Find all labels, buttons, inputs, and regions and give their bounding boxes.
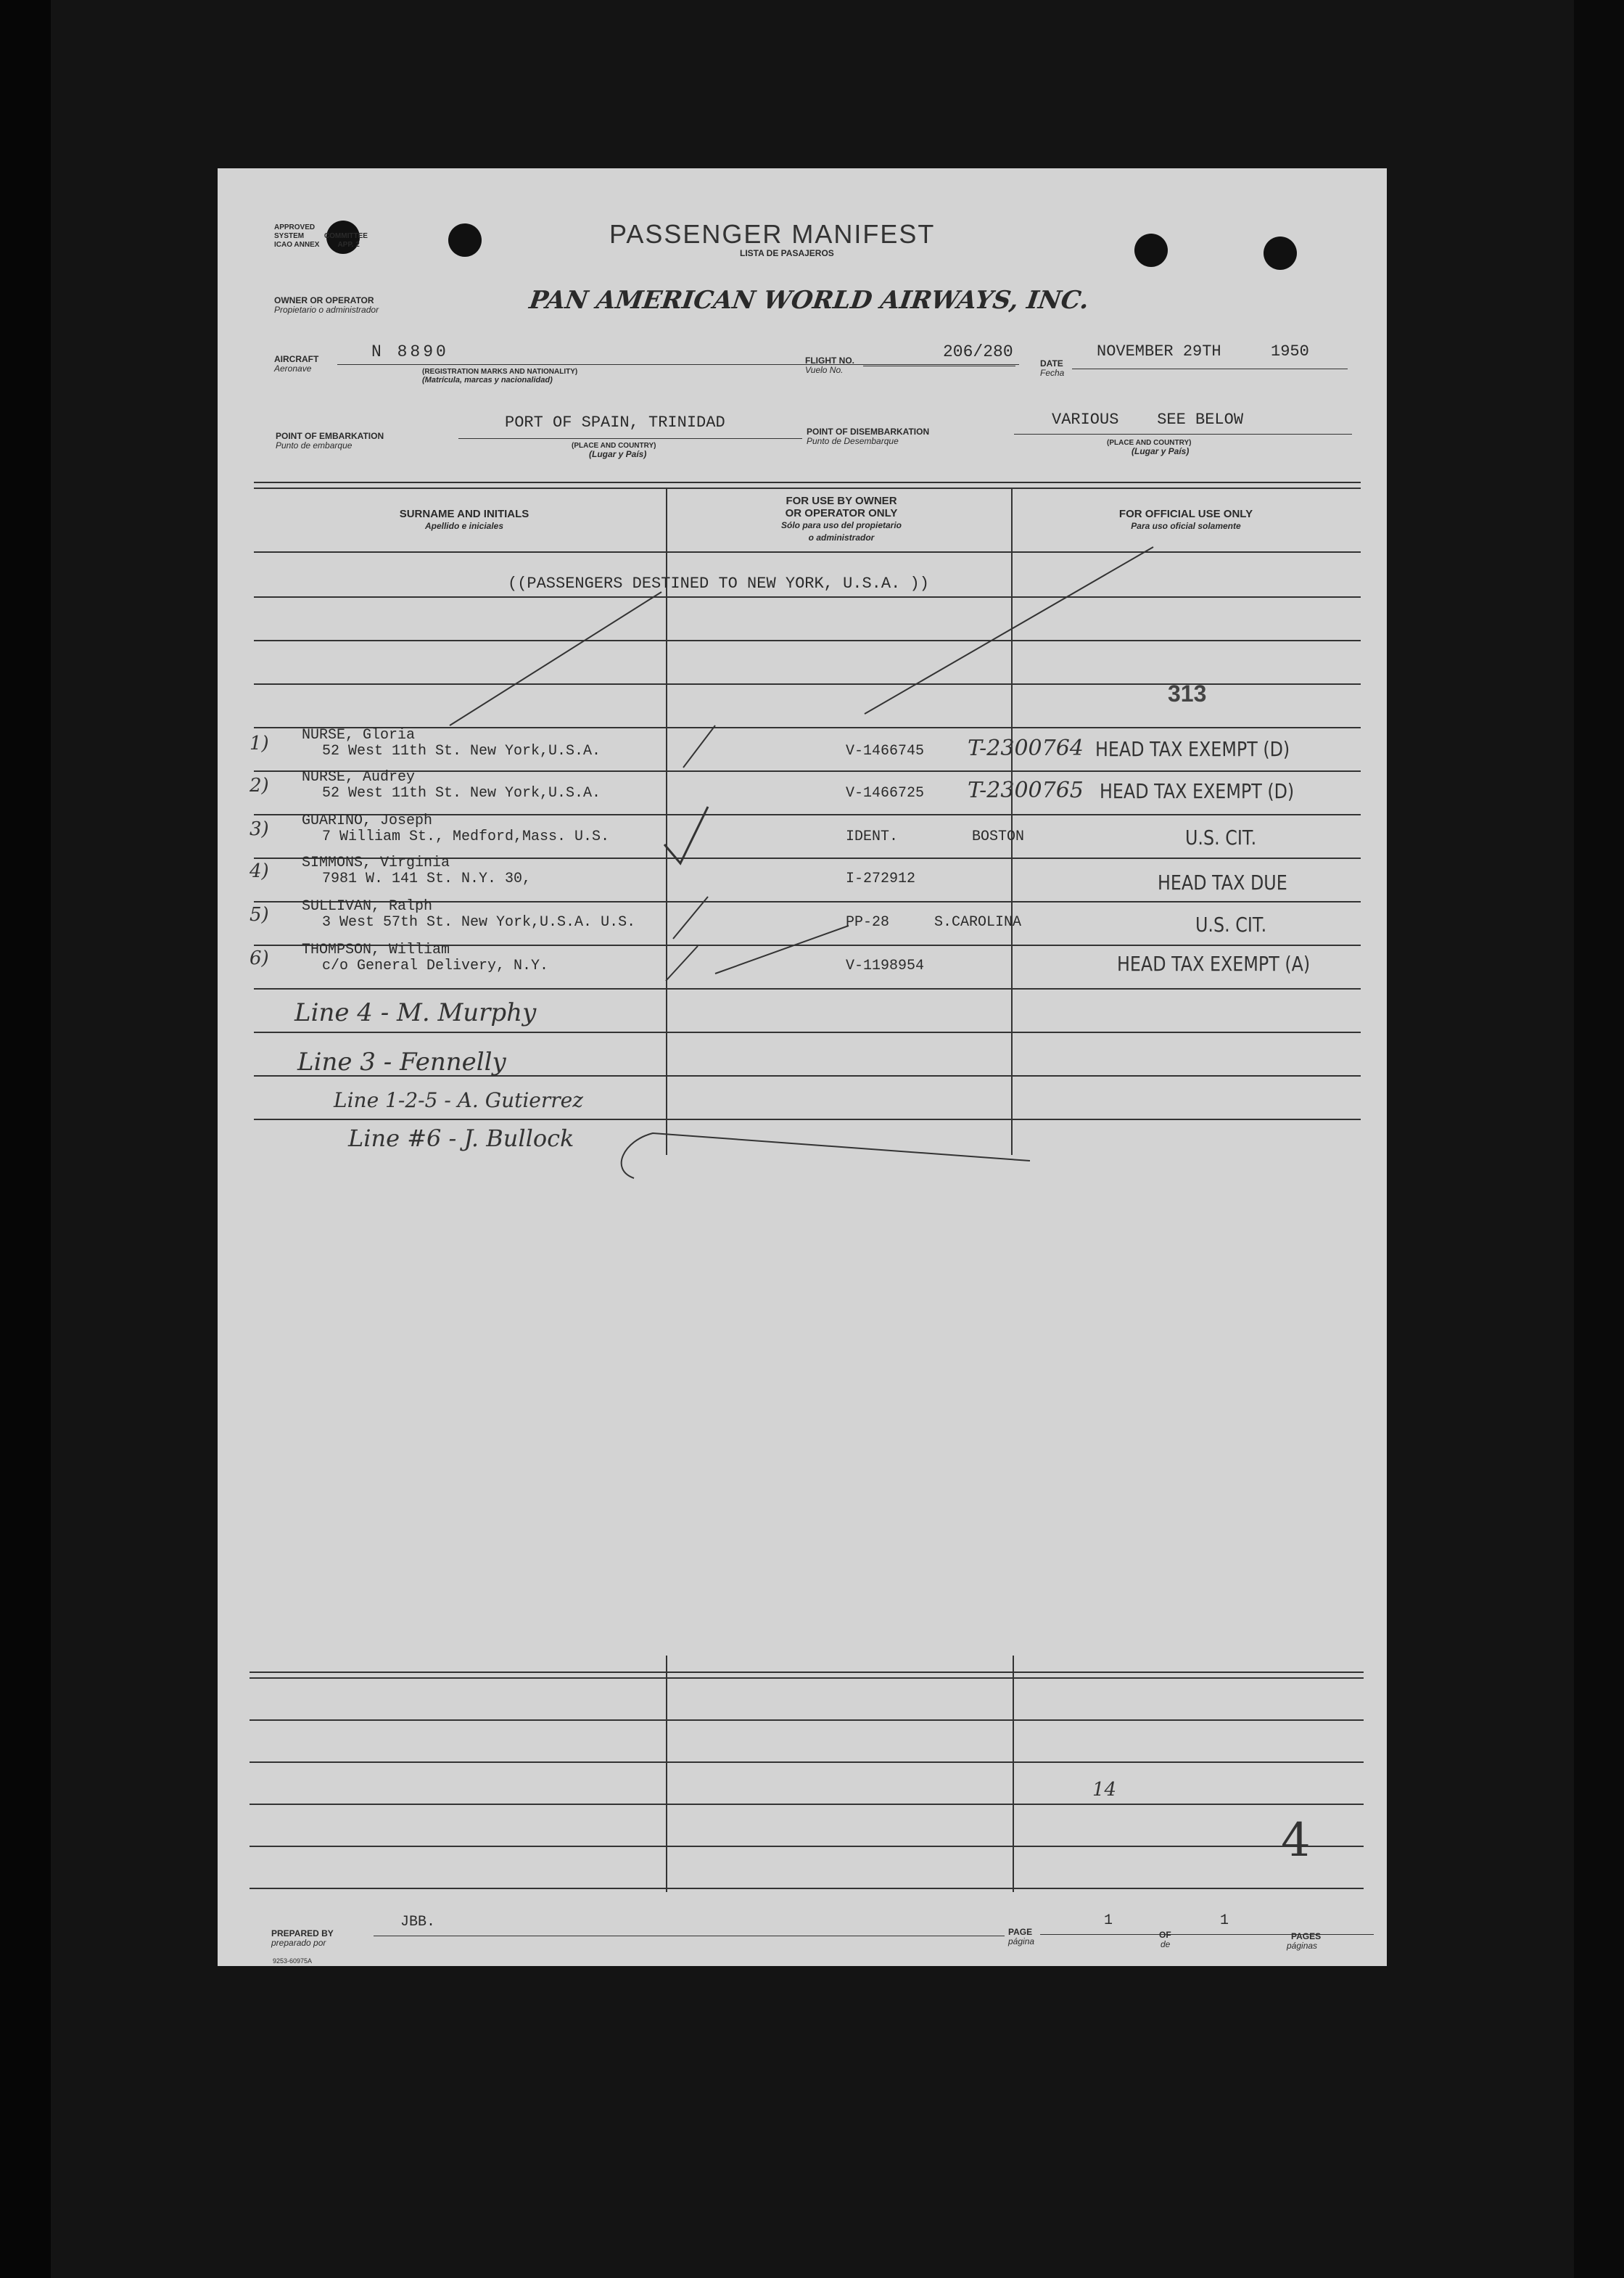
page-value: 1: [1104, 1912, 1113, 1929]
page-underline: [1040, 1934, 1374, 1935]
passenger-address: 52 West 11th St. New York,U.S.A.: [322, 785, 601, 802]
passenger-document: V-1466725: [846, 785, 925, 802]
passenger-name: THOMPSON, William: [302, 942, 450, 958]
flight-value: 206/280: [943, 342, 1013, 361]
aircraft-label-es: Aeronave: [274, 363, 312, 374]
row-number: 4): [250, 860, 269, 882]
column-header-label-es: Apellido e iniciales: [424, 521, 504, 531]
handwritten-number: T-2300764: [968, 736, 1084, 761]
passenger-name: NURSE, Gloria: [302, 727, 416, 744]
date-value: NOVEMBER 29TH: [1097, 342, 1221, 361]
column-divider: [666, 1656, 667, 1892]
disembark-value: VARIOUS SEE BELOW: [1052, 411, 1244, 429]
official-stamp: HEAD TAX DUE: [1158, 871, 1287, 895]
check-mark-icon: [683, 725, 715, 768]
column-header-label: OR OPERATOR ONLY: [785, 507, 898, 519]
official-stamp: U.S. CIT.: [1195, 913, 1267, 937]
official-stamp: HEAD TAX EXEMPT (D): [1095, 737, 1290, 761]
passenger-document-secondary: S.CAROLINA: [934, 914, 1022, 931]
embark-value: PORT OF SPAIN, TRINIDAD: [505, 414, 725, 432]
page-subtitle: LISTA DE PASAJEROS: [740, 248, 834, 258]
column-divider: [1013, 1656, 1014, 1892]
embark-place-note: (PLACE AND COUNTRY): [572, 442, 656, 450]
official-stamp: U.S. CIT.: [1185, 826, 1257, 850]
approval-line: ICAO ANNEX APP. 2: [274, 241, 360, 249]
embark-label-es: Punto de embarque: [276, 440, 353, 451]
flight-label-es: Vuelo No.: [805, 365, 844, 375]
bottom-row-line: [250, 1846, 1364, 1847]
passenger-name: SULLIVAN, Ralph: [302, 898, 433, 915]
bottom-row-line: [250, 1719, 1364, 1721]
passenger-document: I-272912: [846, 871, 916, 887]
handwritten-page-number: 4: [1281, 1814, 1311, 1867]
pages-label-es: páginas: [1287, 1941, 1318, 1951]
check-mark-icon: [673, 897, 708, 939]
embark-label: POINT OF EMBARKATION: [276, 431, 384, 441]
pages-label: PAGES: [1291, 1931, 1322, 1941]
handwritten-strokes: [218, 168, 1387, 1184]
stamp-number: 313: [1168, 680, 1207, 707]
passenger-name: NURSE, Audrey: [302, 769, 416, 786]
handwritten-number: T-2300765: [968, 778, 1084, 803]
disembark-label-es: Punto de Desembarque: [807, 436, 899, 446]
prepared-value: JBB.: [400, 1914, 436, 1930]
check-mark-icon: [666, 946, 698, 981]
bottom-row-line: [250, 1804, 1364, 1805]
disembark-label: POINT OF DISEMBARKATION: [807, 427, 930, 437]
column-header-label: SURNAME AND INITIALS: [399, 508, 529, 520]
year-value: 1950: [1271, 342, 1309, 361]
passenger-address: 52 West 11th St. New York,U.S.A.: [322, 743, 601, 760]
passenger-address: 7981 W. 141 St. N.Y. 30,: [322, 871, 532, 887]
disembark-place-note: (PLACE AND COUNTRY): [1107, 439, 1192, 447]
bottom-row-line: [250, 1888, 1364, 1889]
operator-name: PAN AMERICAN WORLD AIRWAYS, INC.: [527, 286, 1091, 315]
column-header-label: FOR USE BY OWNER: [786, 495, 897, 507]
check-mark-icon: [664, 807, 708, 863]
official-stamp: HEAD TAX EXEMPT (D): [1100, 779, 1295, 803]
form-number: 9253-60975A: [273, 1957, 313, 1965]
disembark-place-note-es: (Lugar y País): [1132, 446, 1190, 456]
flight-label: FLIGHT NO.: [805, 355, 854, 366]
date-label-es: Fecha: [1040, 368, 1065, 378]
page-title: PASSENGER MANIFEST: [609, 219, 936, 249]
registration-note-es: (Matrícula, marcas y nacionalidad): [422, 376, 553, 385]
owner-label: OWNER OR OPERATOR: [274, 295, 374, 305]
scan-border-right: [1574, 0, 1624, 2278]
column-header-label-es: Para uso oficial solamente: [1131, 521, 1241, 531]
prepared-label-es: preparado por: [271, 1938, 326, 1948]
passenger-address: c/o General Delivery, N.Y.: [322, 958, 549, 974]
bottom-row-line: [250, 1761, 1364, 1763]
inspector-annotation: Line 1-2-5 - A. Gutierrez: [334, 1088, 583, 1112]
bottom-row-line: [250, 1672, 1364, 1673]
approval-line: APPROVED: [274, 223, 316, 231]
owner-label-es: Propietario o administrador: [274, 305, 379, 315]
of-label-es: de: [1161, 1939, 1171, 1949]
passenger-document: V-1198954: [846, 958, 925, 974]
cancel-stroke: [450, 592, 661, 725]
registration-note: (REGISTRATION MARKS AND NATIONALITY): [422, 368, 578, 376]
page-label-es: página: [1008, 1936, 1035, 1946]
bottom-row-line: [250, 1677, 1364, 1679]
passenger-document: V-1466745: [846, 743, 925, 760]
cancel-stroke: [865, 547, 1153, 714]
row-number: 2): [250, 775, 269, 797]
manifest-sheet: [218, 168, 1387, 1966]
passenger-address: 7 William St., Medford,Mass. U.S.: [322, 828, 610, 845]
inspector-annotation: Line 4 - M. Murphy: [294, 998, 537, 1027]
cancel-stroke: [715, 926, 849, 974]
destination-note: ((PASSENGERS DESTINED TO NEW YORK, U.S.A. )): [508, 575, 929, 593]
inspector-annotation: Line 3 - Fennelly: [297, 1048, 506, 1077]
prepared-label: PREPARED BY: [271, 1928, 334, 1938]
inspector-annotation: Line #6 - J. Bullock: [348, 1124, 574, 1152]
passenger-name: GUARINO, Joseph: [302, 813, 433, 829]
column-header-label-es: Sólo para uso del propietario: [780, 520, 902, 530]
of-value: 1: [1220, 1912, 1229, 1929]
column-header-label-es: o administrador: [808, 533, 875, 543]
official-stamp: HEAD TAX EXEMPT (A): [1117, 952, 1311, 976]
row-number: 1): [250, 733, 269, 754]
handwritten-mark: 14: [1092, 1779, 1117, 1801]
embark-place-note-es: (Lugar y País): [589, 449, 647, 459]
passenger-name: SIMMONS, Virginia: [302, 855, 450, 871]
row-number: 5): [250, 904, 269, 926]
of-label: OF: [1159, 1930, 1171, 1940]
page-label: PAGE: [1008, 1927, 1033, 1937]
aircraft-value: N 8890: [371, 342, 449, 361]
row-number: 6): [250, 947, 269, 969]
passenger-document: IDENT.: [846, 828, 899, 845]
scan-border-left: [0, 0, 51, 2278]
row-number: 3): [250, 818, 269, 840]
column-header-label: FOR OFFICIAL USE ONLY: [1118, 508, 1253, 520]
passenger-address: 3 West 57th St. New York,U.S.A. U.S.: [322, 914, 636, 931]
signature-flourish: [622, 1133, 1030, 1178]
passenger-document-secondary: BOSTON: [972, 828, 1025, 845]
date-label: DATE: [1040, 358, 1063, 369]
aircraft-label: AIRCRAFT: [274, 354, 319, 364]
passenger-document: PP-28: [846, 914, 890, 931]
approval-line: SYSTEM COMMITTEE: [274, 232, 368, 240]
